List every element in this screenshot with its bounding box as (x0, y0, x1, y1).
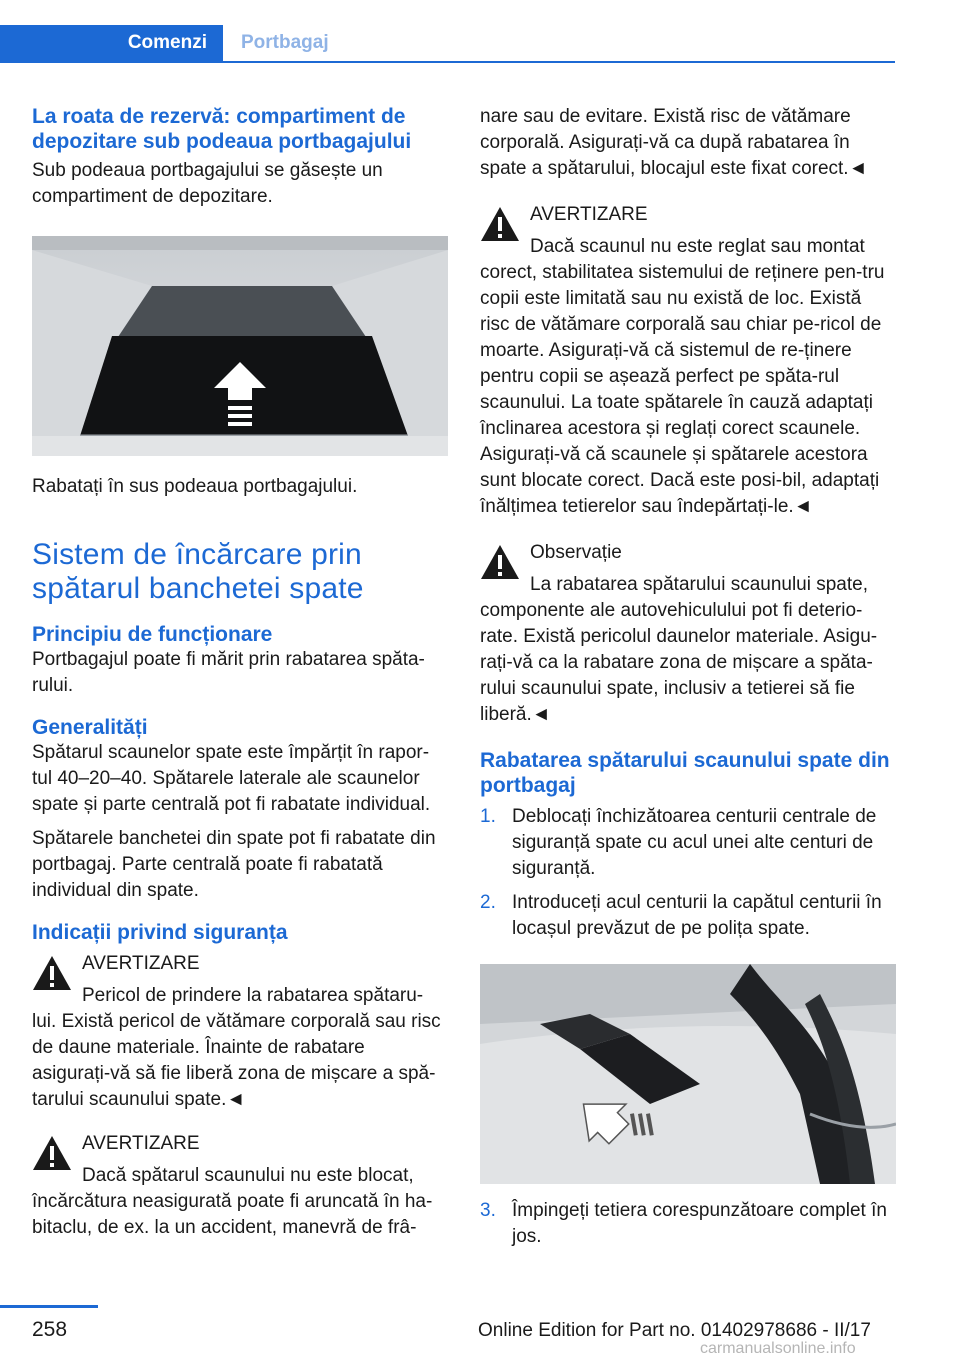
step-number: 2. (480, 892, 496, 913)
warning-triangle-icon (32, 955, 72, 991)
edition-info: Online Edition for Part no. 01402978686 - II/17 (478, 1320, 871, 1341)
footer-rule (0, 1305, 98, 1308)
tab-comenzi[interactable]: Comenzi (0, 25, 223, 61)
tab-portbagaj[interactable]: Portbagaj (241, 32, 329, 53)
warning-text-body: lui. Există pericol de vătămare corporală sau risc de daune materiale. Înainte de rabatare asigurați-vă să fie liberă zona de mișcare a spă-tarului scaunului spate.◄ (32, 1011, 441, 1110)
list-item (480, 890, 896, 942)
note-text-lead: La rabatarea spătarului scaunului spate, (530, 574, 869, 595)
trunk-floor-illustration (32, 236, 448, 456)
seatbelt-illustration (480, 964, 896, 1184)
list-item (480, 1198, 896, 1250)
warning-triangle-icon (480, 544, 520, 580)
warning-text-body: încărcătura neasigurată poate fi aruncată în ha-bitaclu, de ex. la un accident, manevră de frâ- (32, 1191, 433, 1238)
step-number: 3. (480, 1200, 496, 1221)
step-number: 1. (480, 806, 496, 827)
note-title: Observație (530, 542, 622, 563)
warning-triangle-icon (480, 206, 520, 242)
steps-list-a (480, 804, 896, 942)
warning-text-body: corect, stabilitatea sistemului de reținere pen-tru copii este limitată sau nu există de loc. Există risc de vătămare corporală sau chiar pe-ricol de moarte. Asigurați-vă că sistemul de re-ținere pentru copii se așează perfect pe spăta-rul scaunului. La toate spătarele în cauză adaptați înclinarea acestora și reglați corect scaunele. Asigurați-vă că scaunele și spătarele acestora sunt blocate corect. Dacă este posi-bil, adaptați înălțimea tetierelor sau îndepărtați-le.◄ (480, 262, 885, 517)
paragraph-continued: nare sau de evitare. Există risc de vătămare corporală. Asigurați-vă ca după rabatarea în spate a spătarului, blocajul este fixat corect.◄ (480, 106, 868, 179)
warning-text-lead: Dacă spătarul scaunului nu este blocat, (82, 1165, 414, 1186)
header-rule (0, 61, 895, 63)
warning-block-3 (480, 202, 896, 520)
list-item (480, 804, 896, 882)
left-column (32, 104, 448, 1241)
warning-triangle-icon (32, 1135, 72, 1171)
heading-safety: Indicații privind siguranța (32, 921, 288, 944)
warning-text-lead: Pericol de prindere la rabatarea spătaru- (82, 985, 424, 1006)
right-column (480, 104, 896, 1250)
caption-raise-floor: Rabatați în sus podeaua portbagajului. (32, 476, 358, 497)
steps-list-b (480, 1198, 896, 1250)
warning-text-lead: Dacă scaunul nu este reglat sau montat (530, 236, 865, 257)
warning-block-1 (32, 951, 448, 1113)
warning-title: AVERTIZARE (82, 1133, 200, 1154)
heading-loading-system: Sistem de încărcare prin spătarul banchetei spate (32, 538, 364, 605)
step-text: Împingeți tetiera corespunzătoare complet în jos. (512, 1200, 887, 1247)
note-block (480, 540, 896, 728)
warning-title: AVERTIZARE (530, 204, 648, 225)
paragraph-general-2: Spătarele banchetei din spate pot fi rabatate din portbagaj. Parte centrală poate fi rabatată individual din spate. (32, 828, 436, 901)
paragraph-spare-wheel: Sub podeaua portbagajului se găsește un compartiment de depozitare. (32, 160, 383, 207)
warning-title: AVERTIZARE (82, 953, 200, 974)
page-number: 258 (32, 1318, 68, 1341)
heading-fold-from-trunk: Rabatarea spătarului scaunului spate din portbagaj (480, 749, 890, 797)
heading-principle: Principiu de funcționare (32, 623, 273, 646)
note-text-body: componente ale autovehiculului pot fi deterio-rate. Există pericolul daunelor materiale. Asigu-rați-vă ca la rabatare zona de mișcare a spăta-rului scaunului spate, inclusiv a tetierei să fie liberă.◄ (480, 600, 878, 725)
heading-spare-wheel: La roata de rezervă: compartiment de depozitare sub podeaua portbagajului (32, 105, 412, 153)
watermark: carmanualsonline.info (700, 1340, 856, 1357)
paragraph-principle: Portbagajul poate fi mărit prin rabatarea spăta-rului. (32, 649, 425, 696)
paragraph-general-1: Spătarul scaunelor spate este împărțit în rapor-tul 40–20–40. Spătarele laterale ale scaunelor spate și parte centrală pot fi rabatate individual. (32, 742, 431, 815)
step-text: Deblocați închizătoarea centurii centrale de siguranță spate cu acul unei alte centuri de siguranță. (512, 806, 877, 879)
warning-block-2 (32, 1131, 448, 1241)
step-text: Introduceți acul centurii la capătul centurii în locașul prevăzut de pe polița spate. (512, 892, 882, 939)
heading-general: Generalități (32, 716, 148, 739)
header-tabs (0, 25, 895, 63)
